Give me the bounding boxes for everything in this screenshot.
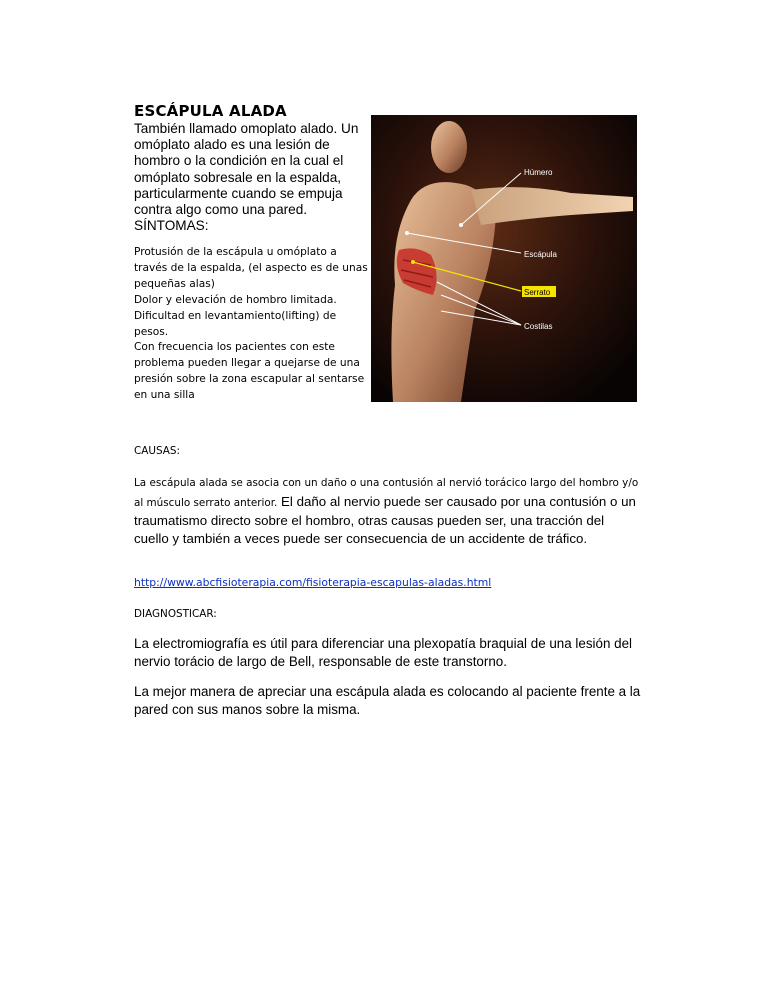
causas-paragraph (134, 473, 639, 547)
humero-dot (459, 223, 463, 227)
diagnosticar-paragraph-1: La electromiografía es útil para diferenciar una plexopatía braquial de una lesión del nervio torácio de largo de Bell, responsable de este transtorno. (134, 636, 633, 669)
symptoms-list (134, 245, 370, 404)
symptom-item: Protusión de la escápula u omóplato a través de la espalda, (el aspecto es de unas pequeñas alas) (134, 246, 368, 290)
intro-paragraph: También llamado omoplato alado. Un omóplato alado es una lesión de hombro o la condición en la cual el omóplato sobresale en la espalda, particularmente cuando se empuja contra algo como una pared. SÍNTOMAS: (134, 121, 359, 234)
reference-link[interactable]: http://www.abcfisioterapia.com/fisioterapia-escapulas-aladas.html (134, 576, 492, 589)
anatomy-illustration (371, 115, 637, 402)
serrato-dot (411, 260, 415, 264)
label-escapula: Escápula (524, 250, 557, 259)
head-shape (431, 121, 467, 173)
escapula-dot (405, 231, 409, 235)
diagnosticar-heading: DIAGNOSTICAR: (134, 608, 217, 620)
document-title: ESCÁPULA ALADA (134, 102, 287, 120)
symptom-item: Dificultad en levantamiento(lifting) de pesos. (134, 309, 337, 338)
anatomy-figure-svg (371, 115, 637, 402)
causas-text-large: El daño al nervio puede ser causado por una contusión o un traumatismo directo sobre el hombro, otras causas pueden ser, una tracción del cuello y también a veces puede ser consecuencia de un accidente de tráfico. (134, 493, 636, 546)
diagnosticar-paragraph-2: La mejor manera de apreciar una escápula alada es colocando al paciente frente a la pared con sus manos sobre la misma. (134, 684, 641, 717)
label-humero: Húmero (524, 168, 553, 177)
symptom-item: Dolor y elevación de hombro limitada. (134, 293, 337, 306)
label-costilas: Costilas (524, 322, 553, 331)
causas-heading: CAUSAS: (134, 445, 180, 457)
label-serrato: Serrato (524, 288, 551, 297)
causas-text-small: La escápula alada se asocia con un daño o una contusión al nervió torácico largo del hombro y/o al músculo serrato anterior. (134, 477, 639, 509)
symptom-item: Con frecuencia los pacientes con este problema pueden llegar a quejarse de una presión sobre la zona escapular al sentarse en una silla (134, 341, 365, 402)
